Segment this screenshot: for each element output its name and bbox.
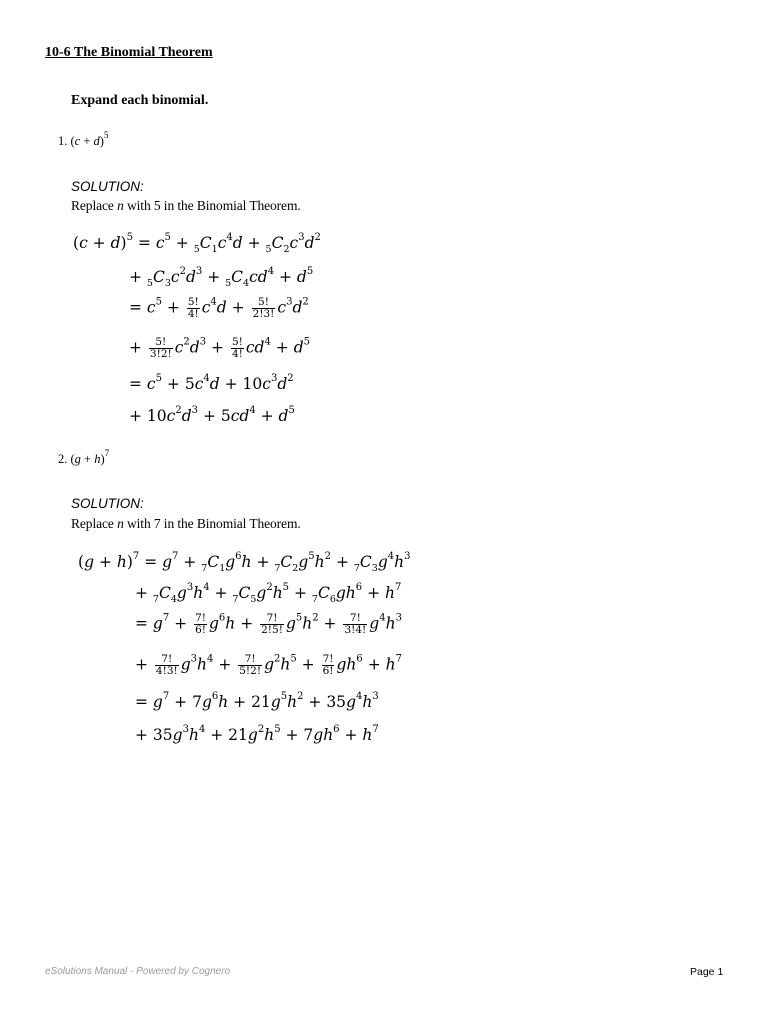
problem-2-number: 2. <box>58 452 68 466</box>
problem-1-step-4: + $\frac{5!}{3!2!}$ $c^2d^3$ + $\frac{5!}{4!}$ $cd^4 + d^5$ <box>129 336 310 361</box>
problem-1-number: 1. <box>58 134 68 148</box>
page-title: 10-6 The Binomial Theorem <box>45 45 213 60</box>
footer-page-number: Page 1 <box>690 966 724 978</box>
problem-2-step-6: + $35g^3h^4 + 21g^2h^5 + 7gh^6 + h^7$ <box>135 724 379 744</box>
instruction-text: Expand each binomial. <box>71 93 209 108</box>
problem-1-step-3: = $c^5$ + $\frac{5!}{4!}$ $c^4d$ + $\frac{5!}{2!3!}$ $c^3d^2$ <box>129 296 309 321</box>
problem-1-step-5: = $c^5 + 5c^4d + 10c^3d^2$ <box>129 373 294 393</box>
problem-2 <box>58 448 110 467</box>
problem-2-step-1: $(g + h)^7 = g^7 + _7C_1g^6h + _7C_2g^5h^2 + _7C_3g^4h^3$ <box>78 551 411 574</box>
problem-2-expression: $(g + h)^7$ <box>70 448 110 466</box>
problem-2-step-4: + $\frac{7!}{4!3!}$ $g^3h^4$ + $\frac{7!}{5!2!}$ $g^2h^5$ + $\frac{7!}{6!}$ $gh^6 + h^7$ <box>135 653 402 678</box>
problem-1-step-6: + $10c^2d^3 + 5cd^4 + d^5$ <box>129 405 295 425</box>
problem-2-step-3: = $g^7$ + $\frac{7!}{6!}$ $g^6h$ + $\frac{7!}{2!5!}$ $g^5h^2$ + $\frac{7!}{3!4!}$ $g^4h^3$ <box>135 612 402 637</box>
problem-1-step-2: + $_5C_3c^2d^3 + _5C_4cd^4 + d^5$ <box>129 266 314 289</box>
problem-2-solution-text: Replace n with 7 in the Binomial Theorem. <box>71 516 301 531</box>
problem-1-solution-label: SOLUTION: <box>71 179 144 194</box>
problem-2-solution-label: SOLUTION: <box>71 496 144 511</box>
problem-1-expression: $(c + d)^5$ <box>70 130 109 148</box>
footer-publisher: eSolutions Manual - Powered by Cognero <box>45 966 231 977</box>
problem-1-solution-text: Replace n with 5 in the Binomial Theorem. <box>71 198 301 213</box>
problem-1-step-1: $(c + d)^5 = c^5 + _5C_1c^4d + _5C_2c^3d^2$ <box>73 232 321 255</box>
problem-2-step-5: = $g^7 + 7g^6h + 21g^5h^2 + 35g^4h^3$ <box>135 691 379 711</box>
problem-1 <box>58 130 109 149</box>
problem-2-step-2: + $_7C_4g^3h^4 + _7C_5g^2h^5 + _7C_6gh^6 + h^7$ <box>135 582 402 605</box>
